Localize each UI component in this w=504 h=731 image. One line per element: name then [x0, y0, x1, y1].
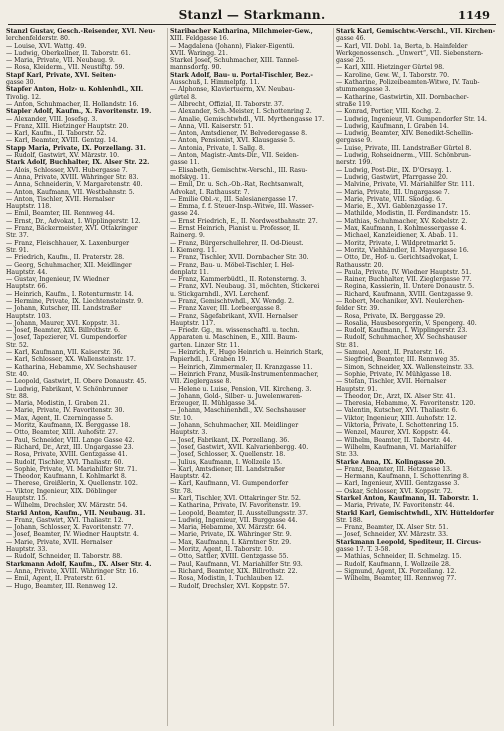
directory-entry: — Franz, Sägefabrikant, XVII. Hernalser	[170, 312, 298, 320]
directory-entry: — Oskar, Schlosser, XVI. Koppstr. 72.	[336, 487, 453, 495]
directory-entry: — Emma, f. f. Steuer-Insp.-Witwe, III. Wasser-	[170, 203, 314, 211]
directory-entry: — Mathilde, Modistin, II. Ferdinandstr. 15.	[336, 210, 471, 218]
directory-entry: — Regina, Kassierin, II. Untere Donaustr. 5.	[336, 283, 475, 291]
directory-entry: — Richard, Beamter, XIX. Billrothstr. 22.	[170, 567, 298, 575]
directory-entry: — Josef, Schlosser, X. Quellenstr. 18.	[170, 451, 286, 459]
directory-entry: — Emil, Agent, II. Praterstr. 61.	[6, 575, 106, 583]
directory-entry: — Katharina, Private, IV. Favoritenstr. 19.	[170, 502, 301, 510]
directory-entry: — Maria, Private, VII. Neubaug. 9.	[6, 57, 115, 65]
directory-entry: Str. 52.	[6, 341, 29, 349]
directory-entry: — Josef, Beamter, IV. Wiedner Hauptstr. 4.	[6, 531, 139, 539]
directory-entry: Starkel Josef, Schuhmacher, XIII. Tannel-	[170, 57, 300, 65]
directory-entry: — Moritz, Agent, II. Taborstr. 10.	[170, 546, 274, 554]
directory-entry: — Franz, Bau- u. Möbel-Tischler, I. Hel-	[170, 261, 295, 269]
directory-entry: — Paul, Kaufmann, VI. Mariahilfer Str. 93.	[170, 560, 303, 568]
directory-entry: — Ludwig, Kaufmann, I. Graben 14.	[336, 122, 449, 130]
directory-entry: — Franz, Bäckermeister, XVI. Ottakringer	[6, 225, 138, 233]
directory-entry: Str. 91.	[6, 246, 29, 254]
directory-entry: — Karl, Kaufmann, VI. Gumpendorfer	[170, 480, 289, 488]
directory-entry: — Rosa, Private, XVIII. Gentzgasse 41.	[6, 451, 128, 459]
directory-entry: — Moritz, Private, I. Wildpretmarkt 5.	[336, 239, 456, 247]
directory-entry: — Theodor, Kaufmann, I. Kohlmarkt 8.	[6, 473, 127, 481]
directory-entry: — Leopold, Beamter, II. Ausstellungsstr. 37.	[170, 509, 308, 517]
directory-entry: — Anton, Amtsdiener, IV. Belvederegasse 8.	[170, 130, 308, 138]
directory-entry: — Max, Kaufmann, I. Kohlmessergasse 4.	[336, 225, 467, 233]
directory-entry: — Sophie, Private, IV. Mühlgasse 18.	[336, 370, 452, 378]
directory-entry: Str. 88.	[6, 392, 29, 400]
directory-entry: — Karl, Ingenieur, XVIII. Gentzgasse 3.	[336, 480, 460, 488]
directory-entry: — Alphonse, Klaviertuerm, XV. Neubau-	[170, 86, 295, 94]
directory-entry: — Julius, Kaufmann, I. Wollzeile 15.	[170, 458, 283, 466]
directory-entry: — Sigmund, Agent, IX. Porzellang. 12.	[336, 567, 457, 575]
directory-entry: — Malvine, Private, VI. Mariahilfer Str. 111.	[336, 181, 475, 189]
directory-entry: — Wilhelm, Beamter, II. Taborstr. 44.	[336, 436, 453, 444]
directory-entry: — Marie, Private, IX. Währinger Str. 9.	[170, 531, 292, 539]
directory-entry: — Helene u. Luise, Pension, VII. Kircheng. 3.	[170, 385, 312, 393]
directory-entry: Str. 33.	[336, 451, 359, 459]
directory-entry: u. Stickgarnhdl., XVI. Lerchenf.	[170, 290, 270, 298]
directory-entry: — Wilhelm, Drechsler, XV. Märzstr. 54.	[6, 502, 128, 510]
directory-entry: gasse 30.	[6, 79, 36, 87]
directory-entry: — Friedr. Gg., m. wissenschaftl. u. techn.	[170, 327, 300, 335]
directory-entry: — Konrad, Portier, VIII. Kochg. 2.	[336, 108, 441, 116]
directory-entry-heading: Stark Adolf, Buchhalter, IX. Alser Str. 22.	[6, 159, 150, 167]
directory-entry-heading: Stanzl Gustav, Gesch.-Reisender, XVI. Neu-	[6, 28, 156, 35]
directory-entry: Hauptstr. 117.	[170, 319, 216, 327]
directory-entry: garten. Linzer Str. 11.	[170, 341, 240, 349]
directory-entry: — Karl, Kaufmann, VII. Kaiserstr. 36.	[6, 349, 123, 357]
directory-entry: — Maria, Private, IV. Favoritenstr. 44.	[336, 502, 455, 510]
directory-entry: — Emil, Beamter, III. Rennweg 44.	[6, 210, 115, 218]
directory-entry: — Franz, Gemischtwhdl., XV. Wendg. 2.	[170, 297, 294, 305]
directory-entry: — Rosa, Modistin, I. Tuchlauben 12.	[170, 575, 284, 583]
directory-entry: Ausschuß, I. Himmelpfg. 11.	[170, 79, 260, 87]
directory-entry: — Franz, XIII. Hietzinger Hauptstr. 20.	[6, 122, 129, 130]
directory-entry: — Rudolf, Gastwirt, XV. Märzstr. 10.	[6, 152, 120, 160]
directory-entry: — Rainer, Buchhalter, VII. Zieglergasse 77.	[336, 276, 472, 284]
directory-entry: — Ludwig, Ingenieur, VII. Burggasse 44.	[170, 516, 298, 524]
directory-entry: gasse 24.	[170, 210, 200, 218]
column-divider	[333, 28, 334, 726]
directory-entry: Advokat, I. Rathausstr. 7.	[170, 188, 250, 196]
directory-entry: — Otto, Sattler, XVIII. Gentzgasse 55.	[170, 553, 289, 561]
directory-entry: — Hermann, Kaufmann, I. Schottenring 8.	[336, 473, 469, 481]
directory-entry: — Wilhelm, Kaufmann, VI. Mariahilfer	[336, 443, 457, 451]
directory-entry: — Therese, Greißlerin, X. Quellenstr. 102.	[6, 480, 138, 488]
directory-entry: Werkgenossensch. „Unwert“, VII. Siebenstern-	[336, 49, 484, 57]
directory-entry: — Ludwig, Beamter, XIV. Benedikt-Schellin-	[336, 130, 474, 138]
directory-entry: Hauptstr. 33.	[6, 546, 48, 554]
directory-entry: — Franz, Kammerbüdtl., II. Rotensterng. 3.	[170, 276, 307, 284]
directory-entry: straße 119.	[336, 100, 372, 108]
directory-entry: — Gustav, Ingenieur, IV. Wiedner	[6, 276, 110, 284]
directory-entry: Hauptstr. 44.	[6, 268, 48, 276]
directory-column-3	[336, 28, 498, 726]
directory-entry: — Rudolf, Tischler, XVI. Thaliastr. 60.	[6, 458, 124, 466]
directory-entry: — Johann, Schuhmacher, XII. Meidlinger	[170, 422, 299, 430]
directory-entry: — Johann, Kutscher, III. Landstraßer	[6, 305, 122, 313]
directory-entry: — Antonia, Private, I. Sallg. 8.	[170, 144, 265, 152]
directory-entry: — Theresia, Hebamme, X. Favoritenstr. 120.	[336, 400, 476, 408]
directory-entry: — Leopold, Gastwirt, II. Obere Donaustr. 45.	[6, 378, 147, 386]
directory-entry: — Franz, Beamter, IX. Alser Str. 51.	[336, 524, 449, 532]
page-number: 1149	[457, 8, 490, 22]
directory-entry: — Richard, Kaufmann, XVIII. Gentzgasse 9.	[336, 290, 473, 298]
directory-entry: — Mathias, Schuhmacher, XV. Kobelstr. 2.	[336, 217, 468, 225]
directory-entry: Hauptstr. 42.	[170, 473, 212, 481]
directory-entry: Str. 37.	[6, 232, 29, 240]
directory-entry: — Moritz, Kaufmann, IX. Berggasse 18.	[6, 422, 131, 430]
directory-entry: Hauptstr. 118.	[6, 203, 52, 211]
directory-entry: — Theodor, Dr., Arzt, IX. Alser Str. 41.	[336, 392, 456, 400]
directory-entry: lerchenfelderstr. 80.	[6, 35, 70, 43]
directory-entry: — Anna, Private, XVIII. Währinger Str. 16.	[6, 567, 139, 575]
directory-entry: — Karl, Amtsdiener, III. Landstraßer	[170, 465, 285, 473]
directory-entry: — Ludwig, Gastwirt, Pfarrgasse 20.	[336, 173, 448, 181]
directory-entry-heading: Stark Adolf, Bau- u. Portal-Tischler, Bez.-	[170, 71, 313, 79]
directory-entry: — Josef, Tapezierer, VI. Gumpendorfer	[6, 334, 127, 342]
directory-entry: gürtel 8.	[170, 93, 197, 101]
directory-entry: — Anton, Kaufmann, VII. Westbahnstr. 5.	[6, 188, 135, 196]
directory-entry: — Luise, Private, III. Landstraßer Gürtel 8.	[336, 144, 472, 152]
directory-entry: — Stefan, Tischler, XVII. Hernalser	[336, 378, 447, 386]
directory-entry: — Valentin, Kutscher, XVI. Thaliastr. 6.	[336, 407, 458, 415]
directory-entry: — Alexander, VIII. Josefsg. 3.	[6, 115, 98, 123]
directory-entry: XIII. Feldgasse 16.	[170, 35, 229, 43]
directory-entry: — Maria, Private, III. Ungargasse 7.	[336, 188, 450, 196]
directory-entry: — Georg, Schuhmacher, XII. Meidlinger	[6, 261, 132, 269]
directory-entry: gasse 25.	[336, 57, 366, 65]
directory-entry: — Anna, Private, XVIII. Währinger Str. 83.	[6, 173, 139, 181]
directory-entry: — Katharine, Polizeibeamten-Witwe, IV. Taub-	[336, 79, 480, 87]
directory-entry: — Anna, Schneiderin, V. Margaretenstr. 40.	[6, 181, 143, 189]
directory-entry: — Wilhelm, Beamter, III. Rennweg 77.	[336, 575, 457, 583]
directory-entry-heading: Starkl Anton, Kaufm., VII. Neubaug. 31.	[6, 509, 146, 517]
directory-entry: — Rudolf, Drechsler, XVI. Koppstr. 57.	[170, 582, 290, 590]
directory-entry: — Josef, Beamter, XIX. Billrothstr. 6.	[6, 327, 120, 335]
directory-entry: — Anton, Magistr.-Amts-Dir., VII. Seiden-	[170, 152, 299, 160]
directory-entry: — Johann, Maurer, XVI. Koppstr. 31.	[6, 319, 120, 327]
directory-entry: — Elisabeth, Gemischtw.-Verschl., III. Rasu-	[170, 166, 308, 174]
directory-entry: — Siegfried, Beamter, III. Rennweg 35.	[336, 356, 460, 364]
directory-entry: — Karl, VII. Dobl. 1a, Berta, b. Hainfelder	[336, 42, 468, 50]
directory-entry: — Anton, Pensionist, XVI. Klausgasse 5.	[170, 137, 295, 145]
directory-entry: Tivolig. 12.	[6, 93, 42, 101]
directory-entry: — Maria, Hebamme, XV. Märzstr. 64.	[170, 524, 287, 532]
directory-entry: — Heinrich, Kaufm., I. Rotenturmstr. 14.	[6, 290, 134, 298]
directory-column-2	[170, 28, 332, 726]
directory-entry: — Rudolf, Kaufmann, I. Wollzeile 28.	[336, 560, 451, 568]
directory-entry: — Ernst Friedrich, E., II. Nordwestbahnstr. 27.	[170, 217, 318, 225]
directory-entry: — Michael, Kanzleidiener, X. Abab. 11.	[336, 232, 459, 240]
directory-entry-heading: Staribacher Katharina, Milchmeier-Gew.,	[170, 28, 313, 35]
directory-entry: — Marie, Private, VIII. Skodag. 6.	[336, 195, 442, 203]
directory-entry-heading: Starkl Karl, Gemischtwhdl., XIV. Hütteldorfer	[336, 509, 495, 517]
directory-entry: nerstr. 199.	[336, 159, 373, 167]
directory-entry: — Hugo, Beamter, III. Rennweg 12.	[6, 582, 118, 590]
directory-entry: — Hermine, Private, IX. Liechtensteinstr. 9.	[6, 297, 144, 305]
directory-entry: Str. 78.	[170, 487, 193, 495]
directory-entry: Rainerg. 9.	[170, 232, 205, 240]
directory-entry: — Franz, Bürgerschullehrer, II. Od-Dieust.	[170, 239, 304, 247]
directory-entry: gasse 46.	[336, 35, 366, 43]
directory-entry: — Paula, Private, IV. Wiedner Hauptstr. 51.	[336, 268, 472, 276]
directory-entry-heading: Stapler Adolf, Kaufm., X. Favoritenstr. 19.	[6, 108, 152, 116]
directory-entry: — Katharina, Hebamme, XV. Sechshauser	[6, 363, 137, 371]
directory-entry: — Marie, Private, XVII. Hernalser	[6, 538, 113, 546]
directory-entry: — Samuel, Agent, II. Praterstr. 16.	[336, 349, 445, 357]
directory-entry: — Rudolf, Kaufmann, I. Wipplingerstr. 23.	[336, 327, 468, 335]
directory-entry: XVII. Waringg. 21.	[170, 49, 228, 57]
directory-entry: — Paul, Schneider, VIII. Lange Gasse 42.	[6, 436, 135, 444]
directory-entry: — Alexander, Sch.-Meister, I. Schottenring 2.	[170, 108, 312, 116]
directory-entry: felder Str. 39.	[336, 305, 380, 313]
directory-entry: — Franz, Gastwirt, XVI. Thaliastr. 12.	[6, 516, 124, 524]
directory-entry: — Friedrich, Kaufm., II. Praterstr. 28.	[6, 254, 125, 262]
directory-entry: — Rosa, Kleiderm., VII. Neustiftg. 59.	[6, 64, 125, 72]
directory-entry: — Rudolf, Schuhmacher, XV. Sechshauser	[336, 334, 467, 342]
directory-entry: — Karl, Beamter, XVIII. Gentzg. 14.	[6, 137, 118, 145]
directory-entry: — Maria, Modistin, I. Graben 21.	[6, 400, 110, 408]
directory-entry: — Josef, Fabrikant, IX. Porzellang. 36.	[170, 436, 290, 444]
directory-entry: Papierhdl., I. Graben 19.	[170, 356, 248, 364]
directory-entry: — Viktor, Ingenieur, XIII. Auhofstr. 12.	[336, 414, 457, 422]
directory-entry: — Anton, Tischler, XVII. Hernalser	[6, 195, 115, 203]
directory-entry: — Franz, Tischler, XVII. Dornbacher Str. 30.	[170, 254, 309, 262]
running-title: Stanzl — Starkmann.	[178, 8, 326, 22]
directory-entry: — Ernst Heinrich, Pianist u. Professor, II.	[170, 225, 300, 233]
directory-entry: — Otto, Beamter, XIII. Auhofstr. 27.	[6, 429, 118, 437]
directory-entry: — Alois, Schlosser, XVI. Hubergasse 7.	[6, 166, 128, 174]
directory-entry: — Ludwig, Rohseidnerm., VIII. Schönbrun-	[336, 152, 472, 160]
directory-entry: Hauptstr. 15.	[6, 495, 48, 502]
directory-entry: — Ludwig, Fabrikant, V. Schönbrunner	[6, 385, 128, 393]
directory-entry: — Heinrich, F., Hugo Heinrich u. Heinrich Stark,	[170, 349, 324, 357]
directory-entry: — Sophie, Private, VI. Mariahilfer Str. 71.	[6, 465, 138, 473]
directory-entry: — Franz Xaver, III. Lorbeergasse 8.	[170, 305, 282, 313]
directory-entry: — Rosa, Private, IX. Berggasse 29.	[336, 312, 446, 320]
directory-entry: — Max, Agent, II. Czerningasse 5.	[6, 414, 114, 422]
directory-entry: Hauptstr. 66.	[6, 283, 48, 291]
directory-entry: VII. Zieglergasse 8.	[170, 378, 232, 386]
directory-entry: — Rudolf, Schneider, II. Taborstr. 88.	[6, 553, 123, 561]
directory-entry: — Max, Kaufmann, I. Kärntner Str. 29.	[170, 538, 292, 546]
directory-entry: gasse 11.	[170, 159, 200, 167]
directory-entry: — Johann, Gold-, Silber- u. Juwelenwaren-	[170, 392, 303, 400]
directory-entry: — Ludwig, Oberkellner, II. Taborstr. 61.	[6, 49, 131, 57]
directory-entry: — Marie, Private, IV. Favoritenstr. 30.	[6, 407, 125, 415]
directory-entry: Str. 40.	[6, 370, 29, 378]
directory-entry: — Heinrich Franz, Musik-Instrumentenmacher,	[170, 370, 319, 378]
directory-entry: Apparaten u. Maschinen, E., XIII. Baum-	[170, 334, 298, 342]
directory-entry: — Heinrich, Zimmermaler, II. Kranzgasse 11.	[170, 363, 313, 371]
directory-entry-heading: Starkmann Adolf, Kaufm., IX. Alser Str. 4.	[6, 560, 152, 568]
directory-entry: stummengasse 3.	[336, 86, 391, 94]
directory-entry-heading: Starkmann Leopold, Spediteur, II. Circus-	[336, 538, 482, 546]
directory-entry: — Karoline, Gew. W., I. Taborstr. 70.	[336, 71, 450, 79]
directory-entry: — Franz, XVI. Neubaug. 31, möchten, Stickerei	[170, 283, 320, 291]
directory-entry: — Franz, Fleischhauer, X. Laxenburger	[6, 239, 130, 247]
directory-entry-heading: Starkel Anton, Kaufmann, II. Taborstr. 1.	[336, 495, 479, 502]
directory-column-1	[6, 28, 166, 726]
directory-entry-heading: Stapp Maria, Private, IX. Porzellang. 31.	[6, 144, 146, 152]
directory-entry: Rathausstr. 20.	[336, 261, 384, 269]
column-divider	[167, 28, 168, 726]
directory-entry: — Emilie Obl.-v., III. Salesianergasse 17.	[170, 195, 298, 203]
directory-entry: — Otto, Dr., Hof- u. Gerichtsadvokat, I.	[336, 254, 458, 262]
directory-entry: — Amalie, Gemischtwhdl., VII. Myrthengasse 17.	[170, 115, 325, 123]
directory-entry: — Emil, Dr. u. Sch.-Ob.-Rat, Rechtsanwalt,	[170, 181, 304, 189]
directory-entry: — Karl, XIII. Hietzinger Gürtel 98.	[336, 64, 445, 72]
directory-entry: — Karl, Kaufm., II. Taborstr. 52.	[6, 130, 107, 138]
directory-entry: denplatz 11.	[170, 268, 209, 276]
directory-entry: — Wenzel, Maurer, XVI. Koppstr. 44.	[336, 429, 451, 437]
header-rule	[8, 24, 496, 25]
directory-entry: — Albrecht, Offizial, II. Taborstr. 37.	[170, 100, 284, 108]
directory-entry: — Rosalia, Hausbesorgerin, V. Spengerg. 40.	[336, 319, 477, 327]
directory-entry-heading: Stapf Karl, Private, XVI. Seiten-	[6, 71, 117, 79]
directory-entry: — Richard, Dr., Arzt, III. Ungargasse 23.	[6, 443, 134, 451]
directory-entry: — Johann, Maschinenhdl., XV. Sechshauser	[170, 407, 306, 415]
directory-entry: — Robert, Mechaniker, XVI. Neulerchen-	[336, 297, 465, 305]
directory-entry: mannsdorfg. 90.	[170, 64, 222, 72]
directory-entry: — Louise, XVI. Wattg. 49.	[6, 42, 87, 50]
directory-entry: mofskyg. 11.	[170, 173, 211, 181]
directory-entry: — Anna, VII. Kaiserstr. 51.	[170, 122, 254, 130]
directory-entry-heading: Stark Karl, Gemischtw.-Verschl., VII. Kirchen-	[336, 28, 496, 35]
directory-entry: Hauptstr. 103.	[6, 312, 52, 320]
directory-entry: gasse 17. T. 3-58.	[336, 546, 391, 554]
directory-entry: — Moritz, Viehhändler, II. Mayergasse 16.	[336, 246, 469, 254]
directory-entry: — Katharine, Gastwirtin, XII. Dornbacher-	[336, 93, 469, 101]
directory-entry: Hauptstr. 3.	[170, 429, 208, 437]
directory-entry: — Josef, Schneider, XV. Märzstr. 33.	[336, 531, 449, 539]
directory-entry: — Karl, Schlosser, XX. Wallensteinstr. 17.	[6, 356, 136, 364]
directory-entry: — Ludwig, Ingenieur, VI. Gumpendorfer Str. 14.	[336, 115, 487, 123]
directory-entry: — Marie, E., XVI. Gablenzgasse 17.	[336, 203, 448, 211]
directory-entry: — Johann, Schlosser, X. Favoritenstr. 77.	[6, 524, 134, 532]
directory-entry: — Simon, Schneider, XX. Wallensteinstr. 33.	[336, 363, 474, 371]
directory-entry: — Mathias, Schneider, II. Schmelzg. 15.	[336, 553, 462, 561]
directory-entry: Erzeuger, II. Mühlgasse 34.	[170, 400, 257, 408]
directory-entry: — Viktor, Ingenieur, XIX. Döblinger	[6, 487, 117, 495]
directory-entry: — Ernst, Dr., Advokat, I. Wipplingerstr. 12.	[6, 217, 141, 225]
directory-entry: — Anton, Schuhmacher, II. Hollandstr. 16.	[6, 100, 139, 108]
directory-entry: I. Kiemerg. 11.	[170, 246, 217, 254]
directory-entry: Str. 81.	[336, 341, 359, 349]
directory-entry-heading: Starke Anna, IX. Kolingasse 20.	[336, 458, 446, 466]
directory-entry: — Magdalena (Johann), Fiaker-Eigentü.	[170, 42, 295, 50]
directory-entry: gergasse 9.	[336, 137, 373, 145]
directory-entry: Hauptstr. 91.	[336, 385, 378, 393]
directory-entry-heading: Stapfer Anton, Holz- u. Kohlenhdl., XII.	[6, 86, 144, 94]
directory-entry: — Franz, Beamter, III. Hetzgasse 13.	[336, 465, 452, 473]
directory-entry: Str. 188.	[336, 516, 363, 524]
directory-entry: — Karl, Tischler, XVI. Ottakringer Str. 52.	[170, 495, 301, 502]
directory-entry: — Viktoria, Private, I. Schottenring 15.	[336, 422, 459, 430]
directory-entry: Str. 10.	[170, 414, 193, 422]
directory-entry: — Ludwig, Post-Dir., IX. D'Orsayg. 1.	[336, 166, 452, 174]
directory-entry: — Josef, Gastwirt, XVII. Kalvarienbergg. 40.	[170, 443, 309, 451]
